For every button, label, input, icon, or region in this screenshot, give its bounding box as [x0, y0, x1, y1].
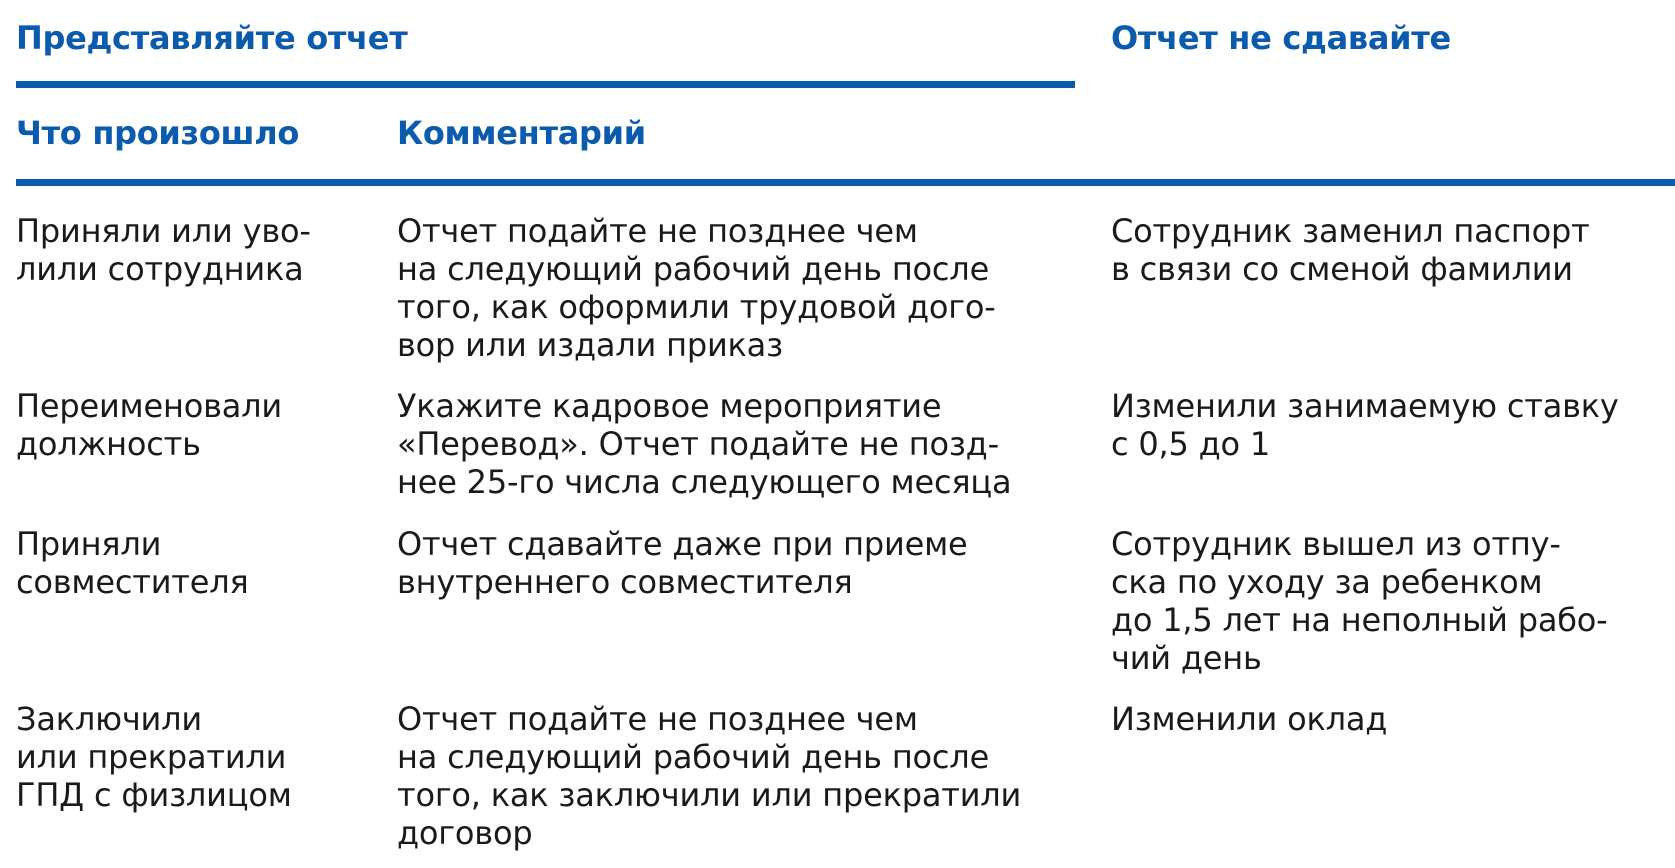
row-1-no-submit-case: Сотрудник заменил паспорт в связи со сменой фамилии — [1111, 212, 1590, 288]
row-3-no-submit-case: Сотрудник вышел из отпу- ска по уходу за ребенком до 1,5 лет на неполный рабо- чий день — [1111, 525, 1608, 677]
row-1-what-happened: Приняли или уво- лили сотрудника — [16, 212, 311, 288]
row-4-no-submit-case: Изменили оклад — [1111, 700, 1388, 738]
header-divider — [16, 179, 1675, 186]
row-1-comment: Отчет подайте не позднее чем на следующий рабочий день после того, как оформили трудовой дого- вор или издали приказ — [397, 212, 996, 364]
row-2-no-submit-case: Изменили занимаемую ставку с 0,5 до 1 — [1111, 387, 1619, 463]
comment-column-header: Комментарий — [397, 114, 646, 152]
row-3-comment: Отчет сдавайте даже при приеме внутреннего совместителя — [397, 525, 968, 601]
submit-group-divider — [16, 81, 1075, 88]
what-happened-column-header: Что произошло — [16, 114, 300, 152]
submit-report-heading: Представляйте отчет — [16, 19, 408, 57]
row-2-what-happened: Переименовали должность — [16, 387, 282, 463]
row-4-comment: Отчет подайте не позднее чем на следующий рабочий день после того, как заключили или прекратили договор — [397, 700, 1022, 852]
no-report-heading: Отчет не сдавайте — [1111, 19, 1451, 57]
row-4-what-happened: Заключили или прекратили ГПД с физлицом — [16, 700, 292, 814]
row-2-comment: Укажите кадровое мероприятие «Перевод». Отчет подайте не позд- нее 25-го числа следующего месяца — [397, 387, 1012, 501]
row-3-what-happened: Приняли совместителя — [16, 525, 249, 601]
